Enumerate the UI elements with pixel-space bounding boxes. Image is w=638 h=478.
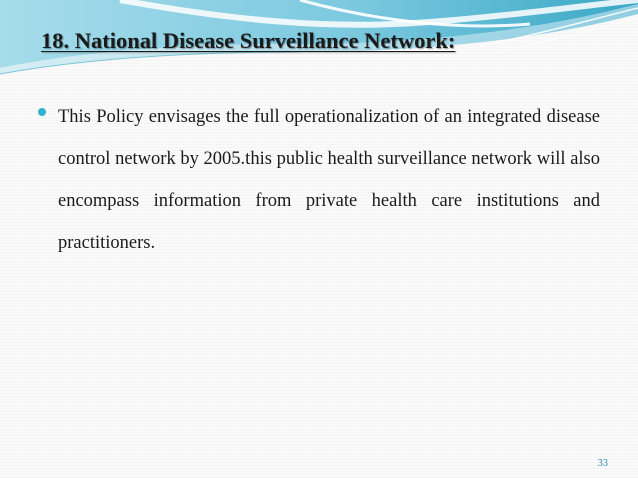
- bullet-dot-icon: [38, 108, 46, 116]
- bullet-item: [38, 96, 600, 264]
- bullet-text: This Policy envisages the full operationalization of an integrated disease control network by 2005.this public health surveillance network will also encompass information from private health care institutions and practitioners.: [58, 107, 600, 253]
- page-number: 33: [597, 458, 608, 469]
- slide-title: 18. National Disease Surveillance Network:: [41, 28, 456, 53]
